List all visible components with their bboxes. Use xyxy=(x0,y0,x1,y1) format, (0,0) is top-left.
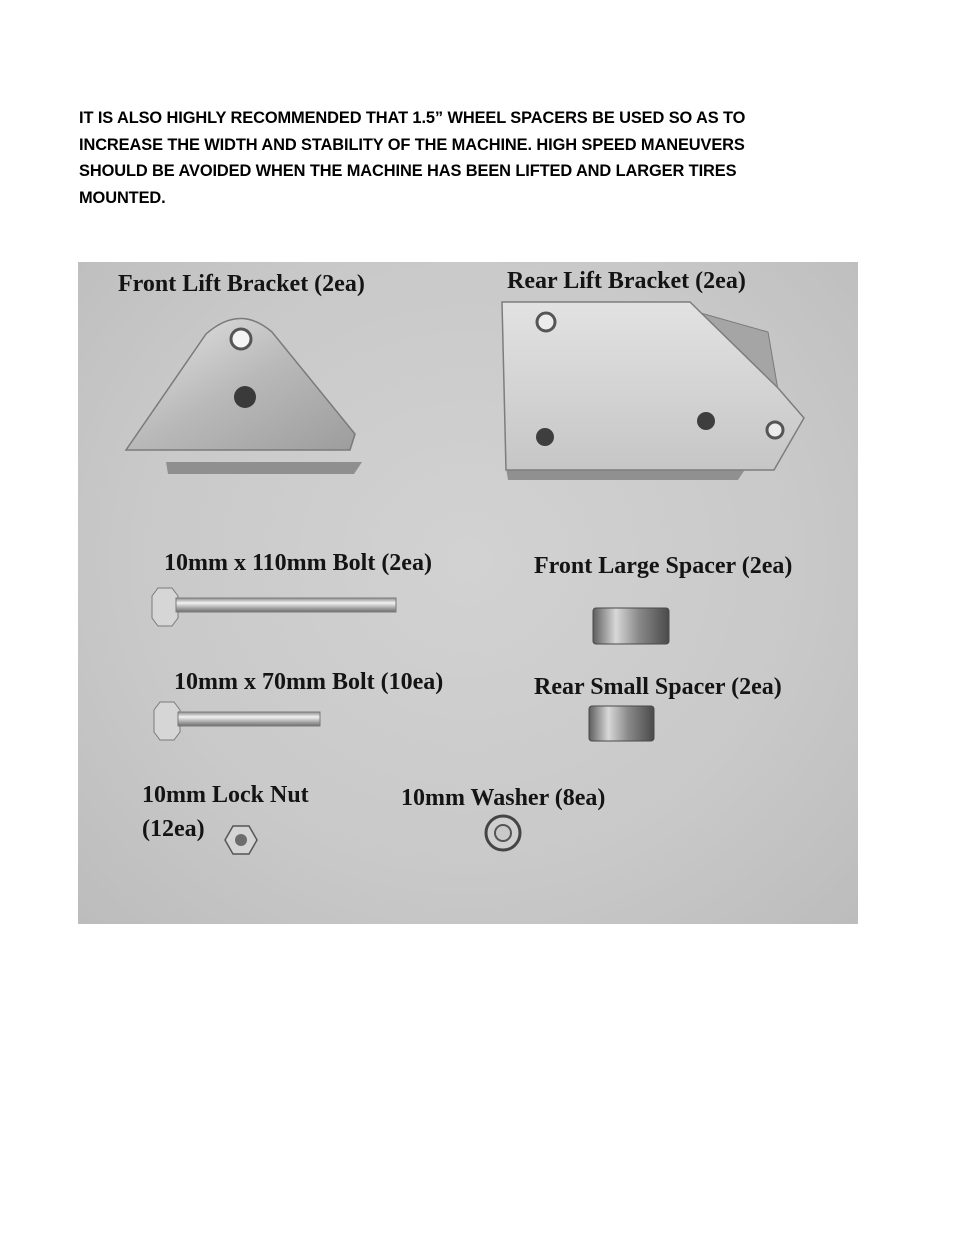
front-lift-bracket-part xyxy=(126,318,362,474)
notice-line-1: IT IS ALSO HIGHLY RECOMMENDED THAT 1.5” WHEEL SPACERS BE USED SO AS TO xyxy=(79,109,746,127)
label-rear-lift-bracket: Rear Lift Bracket (2ea) xyxy=(507,268,746,294)
label-front-lift-bracket: Front Lift Bracket (2ea) xyxy=(118,271,365,297)
notice-line-2: INCREASE THE WIDTH AND STABILITY OF THE MACHINE. HIGH SPEED MANEUVERS xyxy=(79,135,745,154)
label-lock-nut-count: (12ea) xyxy=(142,816,205,842)
installation-notice xyxy=(79,105,879,211)
notice-line-4: MOUNTED. xyxy=(79,188,166,207)
lock-nut-part xyxy=(225,826,257,854)
front-large-spacer-part xyxy=(593,608,669,644)
label-rear-small-spacer: Rear Small Spacer (2ea) xyxy=(534,674,782,700)
label-bolt-70mm: 10mm x 70mm Bolt (10ea) xyxy=(174,669,444,695)
washer-part xyxy=(486,816,520,850)
label-lock-nut: 10mm Lock Nut xyxy=(142,782,309,808)
label-bolt-110mm: 10mm x 110mm Bolt (2ea) xyxy=(164,550,432,576)
bolt-110mm-part xyxy=(152,588,396,626)
bolt-70mm-part xyxy=(154,702,320,740)
parts-photo xyxy=(78,262,858,924)
label-front-large-spacer: Front Large Spacer (2ea) xyxy=(534,553,793,579)
rear-lift-bracket-part xyxy=(502,302,804,480)
notice-line-3: SHOULD BE AVOIDED WHEN THE MACHINE HAS BEEN LIFTED AND LARGER TIRES xyxy=(79,162,737,181)
rear-small-spacer-part xyxy=(589,706,654,741)
label-washer: 10mm Washer (8ea) xyxy=(401,785,606,811)
